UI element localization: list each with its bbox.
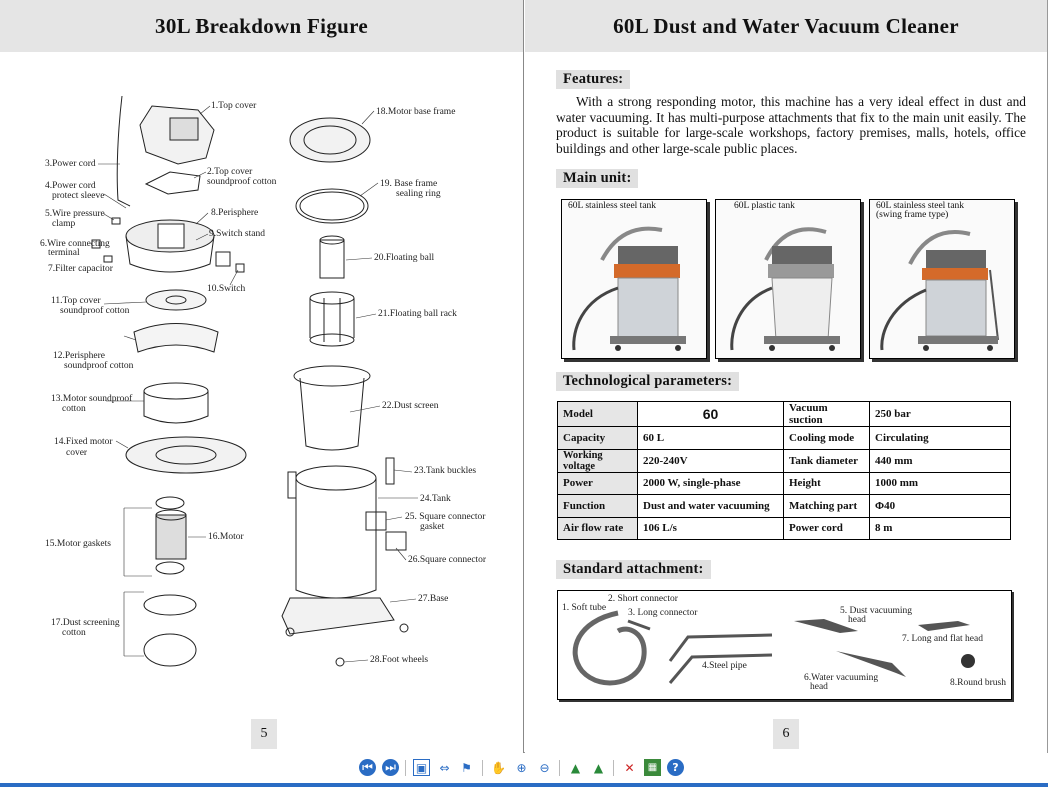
part-label: 3.Power cord (45, 159, 96, 169)
part-label: soundproof cotton (60, 306, 130, 316)
param-name: Power (558, 472, 638, 495)
part-label: soundproof cotton (207, 177, 277, 187)
param-name: Working voltage (558, 449, 638, 472)
param-name: Function (558, 495, 638, 518)
part-label: 20.Floating ball (374, 253, 435, 263)
photo-caption-line: (swing frame type) (876, 210, 949, 220)
part-label: 19. Base frame (380, 179, 438, 189)
part-label: 4.Power cord (45, 181, 96, 191)
part-label: 23.Tank buckles (414, 466, 477, 476)
part-label: terminal (48, 248, 80, 258)
part-label: 1.Top cover (211, 101, 257, 111)
attachment-label: 7. Long and flat head (902, 634, 983, 644)
attachment-label: 2. Short connector (608, 594, 678, 604)
table-row (558, 402, 1011, 427)
part-label: 8.Perisphere (211, 208, 259, 218)
table-row (558, 427, 1011, 450)
left-page (0, 0, 524, 753)
part-label: soundproof cotton (64, 361, 134, 371)
attachment-label: 5. Dust vacuuming (840, 606, 913, 616)
attachment-label: 6.Water vacuuming (804, 673, 879, 683)
param-name: Model (558, 402, 638, 427)
param-name: Matching part (784, 495, 870, 518)
table-row (558, 495, 1011, 518)
part-label: 9.Switch stand (209, 229, 265, 239)
part-label: 18.Motor base frame (376, 107, 456, 117)
thumbnail-icon[interactable]: ▦ (644, 759, 661, 776)
bookmark-icon[interactable]: ⚑ (461, 760, 472, 775)
features-text: With a strong responding motor, this machine has a very ideal effect in dust and water vacuuming. It has multi-purpose attachments that fix to the main unit easily. The product is suitable for large-scale workshops, factory premises, malls, hotels, office buildings and other large-scale public places. (556, 94, 1026, 156)
part-label: 5.Wire pressure (45, 209, 105, 219)
first-page-icon[interactable]: ⏮ (359, 759, 376, 776)
part-label: gasket (420, 522, 445, 532)
param-value: 1000 mm (870, 472, 1011, 495)
attachments-image (558, 591, 1013, 701)
part-label: 15.Motor gaskets (45, 539, 111, 549)
page-number: 5 (251, 719, 277, 749)
parameters-table (557, 401, 1011, 540)
table-row (558, 517, 1011, 540)
part-label: sealing ring (396, 189, 441, 199)
param-name: Cooling mode (784, 427, 870, 450)
attachment-label: head (848, 615, 866, 625)
rotate-left-icon[interactable]: ▲ (570, 760, 581, 775)
param-name: Air flow rate (558, 517, 638, 540)
param-value: Dust and water vacuuming (638, 495, 784, 518)
attachments-panel (557, 590, 1012, 700)
zoom-out-icon[interactable]: ⊖ (539, 760, 550, 775)
part-label: 6.Wire connecting (40, 239, 110, 249)
page-title: 30L Breakdown Figure (0, 0, 523, 52)
part-label: 27.Base (418, 594, 449, 604)
help-icon[interactable]: ? (667, 759, 684, 776)
part-label: clamp (52, 219, 76, 229)
attachment-label: head (810, 682, 828, 692)
breakdown-diagram (0, 60, 524, 700)
part-label: 14.Fixed motor (54, 437, 113, 447)
photo-caption: 60L plastic tank (734, 201, 795, 211)
toolbar-accent-bar (0, 783, 1048, 787)
part-label: 25. Square connector (405, 512, 486, 522)
param-value: 2000 W, single-phase (638, 472, 784, 495)
part-label: 12.Perisphere (53, 351, 105, 361)
param-name: Capacity (558, 427, 638, 450)
photo-caption: 60L stainless steel tank (568, 201, 657, 211)
right-page (525, 0, 1047, 753)
part-label: 17.Dust screening (51, 618, 120, 628)
part-label: 24.Tank (420, 494, 451, 504)
param-value: 220-240V (638, 449, 784, 472)
param-name: Power cord (784, 517, 870, 540)
param-name: Tank diameter (784, 449, 870, 472)
attachment-label: 4.Steel pipe (702, 661, 747, 671)
product-photo-swing-frame (869, 199, 1015, 359)
attachment-label: 1. Soft tube (562, 603, 607, 613)
photo-caption (876, 202, 964, 220)
param-name: Height (784, 472, 870, 495)
table-row (558, 472, 1011, 495)
fit-width-icon[interactable]: ⇔ (439, 760, 450, 775)
page-title: 60L Dust and Water Vacuum Cleaner (525, 0, 1047, 52)
next-page-icon[interactable]: ⏭ (382, 759, 399, 776)
param-value: 106 L/s (638, 517, 784, 540)
page-number: 6 (773, 719, 799, 749)
part-label: 22.Dust screen (382, 401, 439, 411)
param-name: Vacuum suction (784, 402, 870, 427)
zoom-in-icon[interactable]: ⊕ (516, 760, 527, 775)
part-label: 7.Filter capacitor (48, 264, 113, 274)
photo-caption-line: 60L stainless steel tank (876, 201, 965, 211)
part-label: 2.Top cover (207, 167, 253, 177)
part-label: 10.Switch (207, 284, 246, 294)
main-unit-heading: Main unit: (556, 169, 638, 188)
product-photo-stainless (561, 199, 707, 359)
product-photo-plastic (715, 199, 861, 359)
param-value: 60 L (638, 427, 784, 450)
part-label: 28.Foot wheels (370, 655, 429, 665)
part-label: protect sleeve (52, 191, 105, 201)
param-value: Φ40 (870, 495, 1011, 518)
tech-heading: Technological parameters: (556, 372, 739, 391)
rotate-right-icon[interactable]: ▲ (593, 760, 604, 775)
table-row (558, 449, 1011, 472)
part-label: 21.Floating ball rack (378, 309, 457, 319)
part-label: cover (66, 448, 88, 458)
param-value: 440 mm (870, 449, 1011, 472)
hand-tool-icon[interactable]: ✋ (491, 760, 506, 775)
param-value: 60 (638, 402, 784, 427)
close-icon[interactable]: ✕ (624, 760, 635, 775)
viewer-toolbar (0, 753, 1048, 787)
part-label: cotton (62, 628, 86, 638)
fit-page-icon[interactable]: ▣ (413, 759, 430, 776)
attachment-label: 3. Long connector (628, 608, 698, 618)
vacuum-image (870, 200, 1015, 359)
attachment-label: 8.Round brush (950, 678, 1006, 688)
param-value: 8 m (870, 517, 1011, 540)
param-value: 250 bar (870, 402, 1011, 427)
part-label: 13.Motor soundproof (51, 394, 133, 404)
features-heading: Features: (556, 70, 630, 89)
part-label: 11.Top cover (51, 296, 101, 306)
param-value: Circulating (870, 427, 1011, 450)
part-label: 16.Motor (208, 532, 244, 542)
vacuum-image (562, 200, 707, 359)
vacuum-image (716, 200, 861, 359)
part-label: cotton (62, 404, 86, 414)
attachment-heading: Standard attachment: (556, 560, 711, 579)
part-label: 26.Square connector (408, 555, 487, 565)
